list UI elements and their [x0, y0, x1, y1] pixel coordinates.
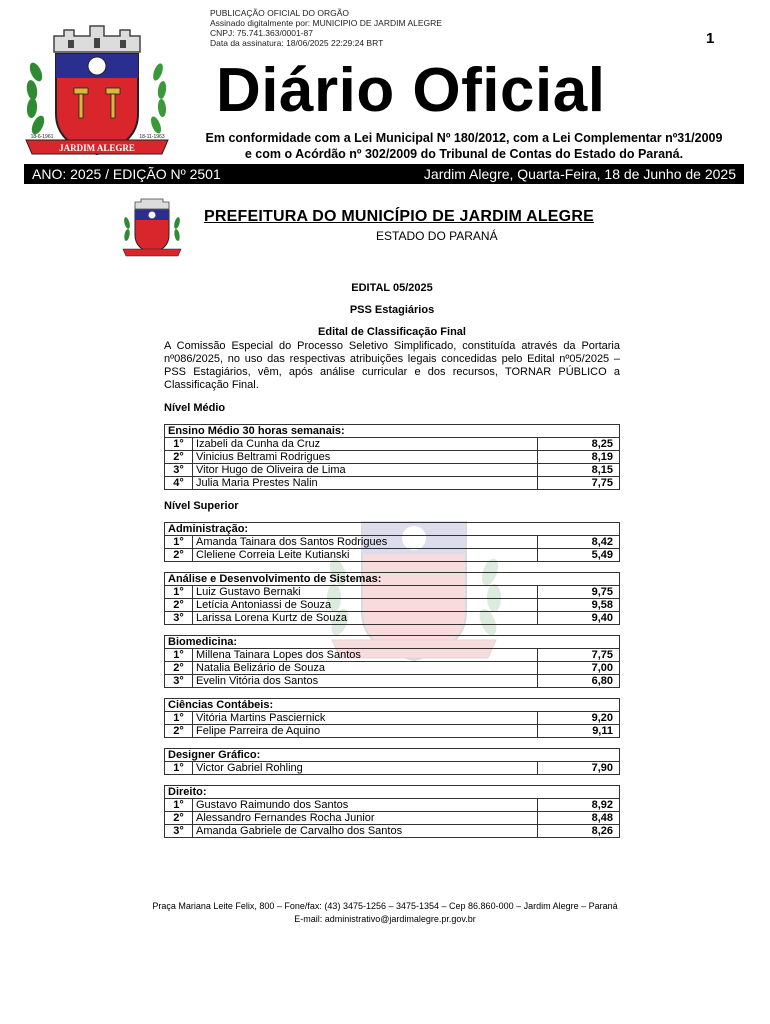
ranking-position: 4°	[165, 477, 193, 490]
ranking-table	[164, 522, 620, 562]
level-heading-superior: Nível Superior	[164, 500, 239, 512]
ranking-table	[164, 572, 620, 625]
table-row	[165, 477, 620, 490]
candidate-score: 8,15	[538, 464, 620, 477]
edition-number: ANO: 2025 / EDIÇÃO Nº 2501	[32, 166, 221, 182]
candidate-name: Vinicius Beltrami Rodrigues	[193, 451, 538, 464]
ranking-table-title: Designer Gráfico:	[165, 749, 620, 762]
crest-banner-text: JARDIM ALEGRE	[59, 143, 135, 153]
ranking-table	[164, 424, 620, 490]
page-number: 1	[706, 30, 715, 47]
candidate-score: 5,49	[538, 549, 620, 562]
table-row	[165, 451, 620, 464]
ranking-position: 1°	[165, 438, 193, 451]
candidate-name: Gustavo Raimundo dos Santos	[193, 799, 538, 812]
table-row	[165, 438, 620, 451]
candidate-name: Larissa Lorena Kurtz de Souza	[193, 612, 538, 625]
candidate-name: Natalia Belizário de Souza	[193, 662, 538, 675]
edital-subject: PSS Estagiários	[349, 304, 435, 316]
ranking-table-title: Análise e Desenvolvimento de Sistemas:	[165, 573, 620, 586]
table-row	[165, 762, 620, 775]
level-heading-medio: Nível Médio	[164, 402, 226, 414]
signature-line: CNPJ: 75.741.363/0001-87	[210, 28, 314, 38]
conformity-line: e com o Acórdão nº 302/2009 do Tribunal de Contas do Estado do Paraná.	[244, 147, 684, 161]
ranking-table	[164, 748, 620, 775]
ranking-table-title: Biomedicina:	[165, 636, 620, 649]
edital-heading: Edital de Classificação Final	[318, 326, 466, 338]
ranking-table-title: Ensino Médio 30 horas semanais:	[165, 425, 620, 438]
table-row	[165, 549, 620, 562]
signature-line: Data da assinatura: 18/06/2025 22:29:24 BRT	[210, 38, 384, 48]
candidate-score: 8,19	[538, 451, 620, 464]
candidate-name: Izabeli da Cunha da Cruz	[193, 438, 538, 451]
candidate-name: Felipe Parreira de Aquino	[193, 725, 538, 738]
candidate-name: Alessandro Fernandes Rocha Junior	[193, 812, 538, 825]
crest-date-left: 18-6-1961	[30, 134, 54, 140]
footer-email: E-mail: administrativo@jardimalegre.pr.gov.br	[294, 914, 476, 924]
footer-address: Praça Mariana Leite Felix, 800 – Fone/fax: (43) 3475-1256 – 3475-1354 – Cep 86.860-000 – Jardim Alegre – Paraná	[152, 901, 618, 911]
table-row	[165, 675, 620, 688]
candidate-name: Julia Maria Prestes Nalin	[193, 477, 538, 490]
table-row	[165, 536, 620, 549]
conformity-statement	[184, 130, 744, 162]
candidate-name: Evelin Vitória dos Santos	[193, 675, 538, 688]
table-row	[165, 599, 620, 612]
candidate-score: 8,48	[538, 812, 620, 825]
gazette-title: Diário Oficial	[216, 56, 606, 125]
ranking-table	[164, 785, 620, 838]
ranking-position: 2°	[165, 549, 193, 562]
candidate-score: 9,75	[538, 586, 620, 599]
candidate-score: 9,20	[538, 712, 620, 725]
candidate-score: 8,92	[538, 799, 620, 812]
ranking-position: 1°	[165, 649, 193, 662]
ranking-table-title: Administração:	[165, 523, 620, 536]
candidate-name: Luiz Gustavo Bernaki	[193, 586, 538, 599]
ranking-position: 1°	[165, 586, 193, 599]
signature-line: Assinado digitalmente por: MUNICIPIO DE JARDIM ALEGRE	[210, 18, 442, 28]
candidate-score: 8,25	[538, 438, 620, 451]
coat-of-arms-icon	[22, 22, 172, 162]
candidate-score: 9,40	[538, 612, 620, 625]
candidate-name: Victor Gabriel Rohling	[193, 762, 538, 775]
ranking-position: 3°	[165, 612, 193, 625]
ranking-position: 2°	[165, 662, 193, 675]
edital-number: EDITAL 05/2025	[351, 282, 433, 294]
candidate-score: 7,90	[538, 762, 620, 775]
candidate-name: Cleliene Correia Leite Kutianski	[193, 549, 538, 562]
edition-date: Jardim Alegre, Quarta-Feira, 18 de Junho de 2025	[423, 166, 736, 182]
ranking-position: 3°	[165, 825, 193, 838]
ranking-table-title: Ciências Contábeis:	[165, 699, 620, 712]
ranking-position: 1°	[165, 712, 193, 725]
ranking-position: 1°	[165, 762, 193, 775]
ranking-position: 2°	[165, 725, 193, 738]
conformity-line: Em conformidade com a Lei Municipal Nº 180/2012, com a Lei Complementar nº31/2009	[205, 131, 723, 145]
table-row	[165, 612, 620, 625]
candidate-score: 9,58	[538, 599, 620, 612]
candidate-name: Amanda Tainara dos Santos Rodrigues	[193, 536, 538, 549]
candidate-name: Millena Tainara Lopes dos Santos	[193, 649, 538, 662]
ranking-position: 2°	[165, 451, 193, 464]
candidate-score: 7,00	[538, 662, 620, 675]
table-row	[165, 812, 620, 825]
table-row	[165, 649, 620, 662]
candidate-score: 7,75	[538, 477, 620, 490]
digital-signature-block	[210, 8, 442, 48]
candidate-score: 9,11	[538, 725, 620, 738]
candidate-score: 8,26	[538, 825, 620, 838]
page-footer	[0, 900, 770, 926]
medio-tables	[164, 424, 620, 490]
table-row	[165, 799, 620, 812]
table-row	[165, 712, 620, 725]
candidate-name: Amanda Gabriele de Carvalho dos Santos	[193, 825, 538, 838]
ranking-table	[164, 635, 620, 688]
ranking-position: 1°	[165, 536, 193, 549]
ranking-position: 3°	[165, 675, 193, 688]
municipality-name: PREFEITURA DO MUNICÍPIO DE JARDIM ALEGRE	[204, 208, 594, 225]
candidate-score: 6,80	[538, 675, 620, 688]
edital-content	[164, 282, 620, 838]
ranking-position: 2°	[165, 599, 193, 612]
ranking-table-title: Direito:	[165, 786, 620, 799]
candidate-name: Vitória Martins Pasciernick	[193, 712, 538, 725]
table-row	[165, 662, 620, 675]
candidate-score: 8,42	[538, 536, 620, 549]
table-row	[165, 586, 620, 599]
edition-band	[24, 164, 744, 184]
ranking-position: 1°	[165, 799, 193, 812]
table-row	[165, 464, 620, 477]
crest-date-right: 18-11-1963	[139, 134, 165, 140]
state-name: ESTADO DO PARANÁ	[376, 229, 498, 243]
superior-tables	[164, 522, 620, 838]
candidate-name: Vitor Hugo de Oliveira de Lima	[193, 464, 538, 477]
ranking-position: 3°	[165, 464, 193, 477]
municipal-crest-icon	[121, 197, 183, 259]
candidate-name: Letícia Antoniassi de Souza	[193, 599, 538, 612]
ranking-table	[164, 698, 620, 738]
ranking-position: 2°	[165, 812, 193, 825]
table-row	[165, 825, 620, 838]
table-row	[165, 725, 620, 738]
edital-intro-paragraph: A Comissão Especial do Processo Seletivo Simplificado, constituída através da Portaria nº086/2025, no uso das respectivas atribuições legais concedidas pelo Edital nº05/2025 – PSS Estagiários, vêm, após análise curricular e dos recursos, TORNAR PÚBLICO a Classificação Final.	[164, 340, 620, 391]
signature-line: PUBLICAÇÃO OFICIAL DO ORGÃO	[210, 8, 350, 18]
candidate-score: 7,75	[538, 649, 620, 662]
